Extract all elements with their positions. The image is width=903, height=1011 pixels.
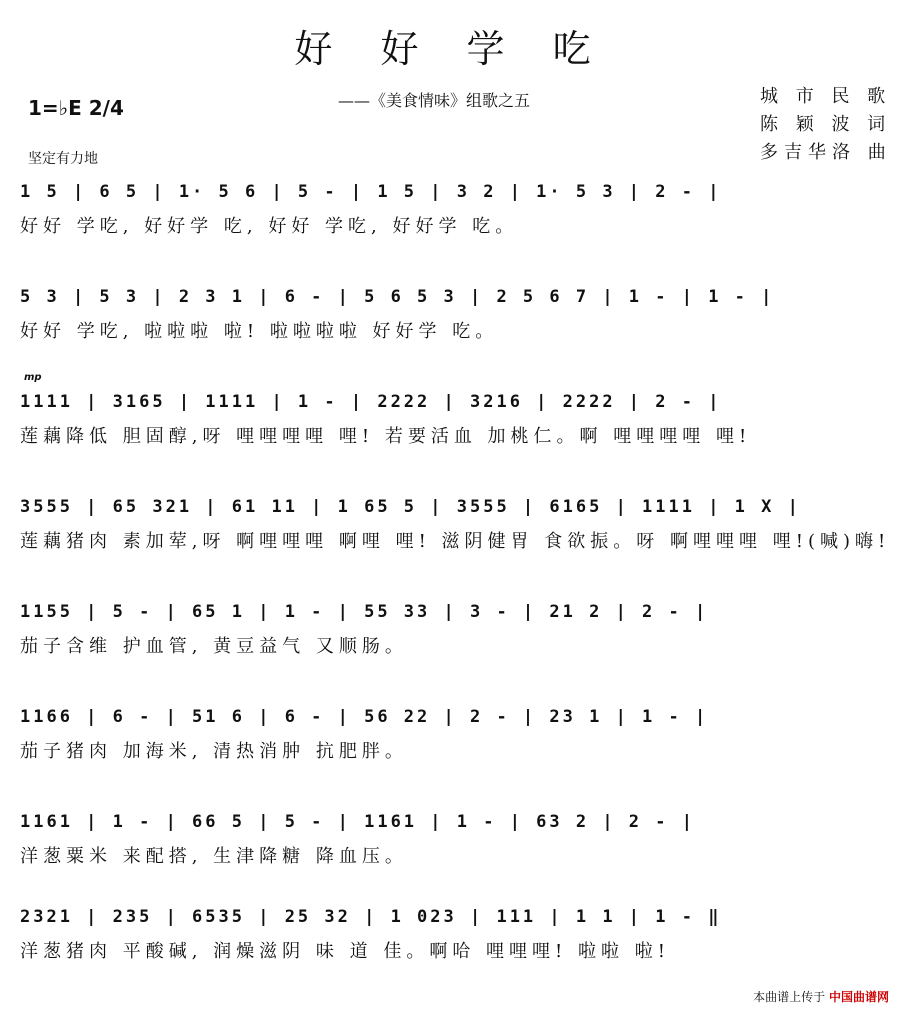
footer-upload-text: 本曲谱上传于 (753, 990, 826, 1004)
lyrics-line: 好好 学吃, 好好学 吃, 好好 学吃, 好好学 吃。 (20, 216, 519, 237)
lyrics-line: 洋葱猪肉 平酸碱, 润燥滋阴 味 道 佳。啊哈 哩哩哩! 啦啦 啦! (20, 941, 670, 962)
lyrics-line: 茄子含维 护血管, 黄豆益气 又顺肠。 (20, 636, 408, 657)
lyrics-line: 洋葱粟米 来配搭, 生津降糖 降血压。 (20, 846, 408, 867)
notation-line: 1155 | 5 - | 65 1 | 1 - | 55 33 | 3 - | 21 2 | 2 - | (20, 602, 709, 622)
credit-lyricist: 陈 颖 波 词 (760, 114, 892, 135)
song-title: 好 好 学 吃 (294, 27, 609, 71)
lyrics-line: 莲藕降低 胆固醇,呀 哩哩哩哩 哩! 若要活血 加桃仁。啊 哩哩哩哩 哩! (20, 426, 752, 447)
credit-composer: 多吉华洛 曲 (760, 142, 892, 163)
notation-line: 1166 | 6 - | 51 6 | 6 - | 56 22 | 2 - | 23 1 | 1 - | (20, 707, 709, 727)
notation-line: 1 5 | 6 5 | 1· 5 6 | 5 - | 1 5 | 3 2 | 1· 5 3 | 2 - | (20, 182, 722, 202)
tempo-marking: 坚定有力地 (28, 151, 98, 167)
dynamic-marking: mp (24, 372, 42, 383)
notation-line: 2321 | 235 | 6535 | 25 32 | 1 023 | 111 | 1 1 | 1 - ‖ (20, 907, 722, 927)
lyrics-line: 莲藕猪肉 素加荤,呀 啊哩哩哩 啊哩 哩! 滋阴健胃 食欲振。呀 啊哩哩哩 哩!(喊)嗨! (20, 531, 891, 552)
song-subtitle: ——《美食情味》组歌之五 (338, 91, 531, 110)
footer-credit (753, 988, 889, 1005)
notation-line: 3555 | 65 321 | 61 11 | 1 65 5 | 3555 | 6165 | 1111 | 1 X | (20, 497, 801, 517)
notation-line: 1161 | 1 - | 66 5 | 5 - | 1161 | 1 - | 63 2 | 2 - | (20, 812, 695, 832)
site-logo-text[interactable]: 中国曲谱网 (828, 990, 889, 1004)
credit-origin: 城 市 民 歌 (760, 86, 892, 107)
lyrics-line: 好好 学吃, 啦啦啦 啦! 啦啦啦啦 好好学 吃。 (20, 321, 499, 342)
notation-line: 5 3 | 5 3 | 2 3 1 | 6 - | 5 6 5 3 | 2 5 6 7 | 1 - | 1 - | (20, 287, 775, 307)
notation-line: 1111 | 3165 | 1111 | 1 - | 2222 | 3216 | 2222 | 2 - | (20, 392, 722, 412)
key-signature: 1=♭E 2/4 (28, 96, 124, 120)
lyrics-line: 茄子猪肉 加海米, 清热消肿 抗肥胖。 (20, 741, 408, 762)
